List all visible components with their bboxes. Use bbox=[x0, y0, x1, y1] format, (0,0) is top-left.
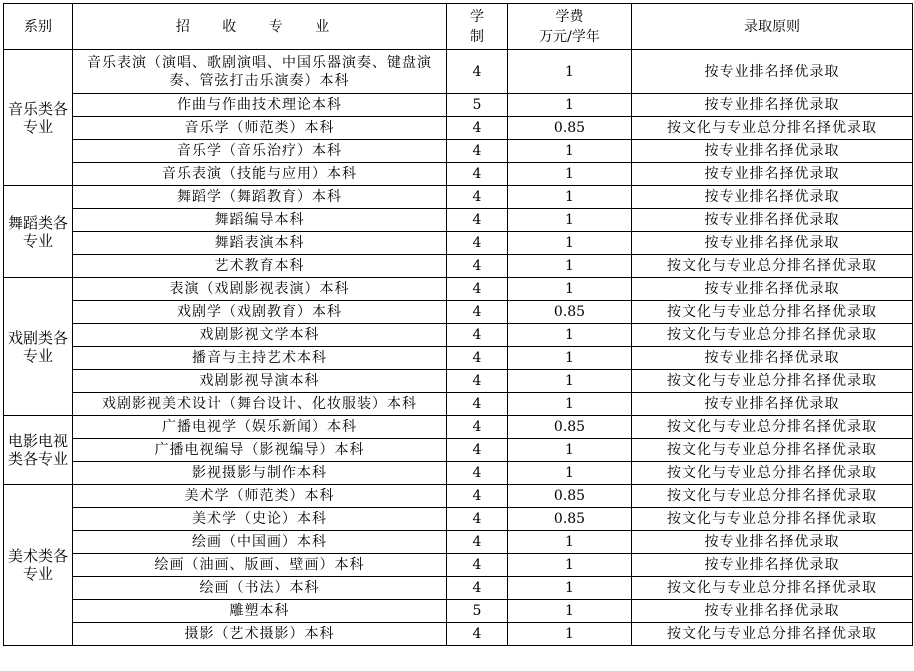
years-cell: 4 bbox=[447, 623, 508, 646]
rule-cell: 按文化与专业总分排名择优录取 bbox=[632, 117, 913, 140]
fee-cell: 1 bbox=[508, 50, 632, 94]
table-row bbox=[4, 301, 913, 324]
fee-cell: 1 bbox=[508, 577, 632, 600]
years-cell: 4 bbox=[447, 347, 508, 370]
years-cell: 4 bbox=[447, 140, 508, 163]
header-fee-line2: 万元/学年 bbox=[539, 28, 600, 45]
table-row bbox=[4, 50, 913, 94]
years-cell: 4 bbox=[447, 485, 508, 508]
rule-cell: 按专业排名择优录取 bbox=[632, 50, 913, 94]
major-cell: 雕塑本科 bbox=[73, 600, 447, 623]
rule-cell: 按文化与专业总分排名择优录取 bbox=[632, 255, 913, 278]
category-cell: 舞蹈类各专业 bbox=[4, 186, 73, 278]
years-cell: 4 bbox=[447, 439, 508, 462]
fee-cell: 1 bbox=[508, 163, 632, 186]
years-cell: 4 bbox=[447, 393, 508, 416]
years-cell: 4 bbox=[447, 462, 508, 485]
table-row bbox=[4, 324, 913, 347]
years-cell: 4 bbox=[447, 508, 508, 531]
table-header bbox=[4, 4, 913, 50]
table-body bbox=[4, 50, 913, 646]
table-row bbox=[4, 508, 913, 531]
major-cell: 艺术教育本科 bbox=[73, 255, 447, 278]
rule-cell: 按文化与专业总分排名择优录取 bbox=[632, 439, 913, 462]
header-row bbox=[4, 4, 913, 50]
rule-cell: 按专业排名择优录取 bbox=[632, 393, 913, 416]
major-cell: 影视摄影与制作本科 bbox=[73, 462, 447, 485]
major-cell: 舞蹈学（舞蹈教育）本科 bbox=[73, 186, 447, 209]
fee-cell: 1 bbox=[508, 255, 632, 278]
rule-cell: 按专业排名择优录取 bbox=[632, 140, 913, 163]
header-major: 招 收 专 业 bbox=[73, 4, 447, 50]
years-cell: 4 bbox=[447, 554, 508, 577]
header-years-text: 学制 bbox=[470, 8, 484, 45]
years-cell: 4 bbox=[447, 278, 508, 301]
category-cell: 美术类各专业 bbox=[4, 485, 73, 646]
years-cell: 4 bbox=[447, 117, 508, 140]
rule-cell: 按专业排名择优录取 bbox=[632, 554, 913, 577]
fee-cell: 1 bbox=[508, 623, 632, 646]
rule-cell: 按专业排名择优录取 bbox=[632, 232, 913, 255]
major-cell: 绘画（油画、版画、壁画）本科 bbox=[73, 554, 447, 577]
major-cell: 美术学（师范类）本科 bbox=[73, 485, 447, 508]
major-cell: 广播电视编导（影视编导）本科 bbox=[73, 439, 447, 462]
major-cell: 戏剧影视美术设计（舞台设计、化妆服装）本科 bbox=[73, 393, 447, 416]
years-cell: 4 bbox=[447, 324, 508, 347]
table-row bbox=[4, 416, 913, 439]
years-cell: 5 bbox=[447, 94, 508, 117]
rule-cell: 按文化与专业总分排名择优录取 bbox=[632, 623, 913, 646]
major-cell: 舞蹈编导本科 bbox=[73, 209, 447, 232]
major-cell: 作曲与作曲技术理论本科 bbox=[73, 94, 447, 117]
table-row bbox=[4, 209, 913, 232]
fee-cell: 1 bbox=[508, 370, 632, 393]
rule-cell: 按文化与专业总分排名择优录取 bbox=[632, 324, 913, 347]
fee-cell: 1 bbox=[508, 462, 632, 485]
fee-cell: 0.85 bbox=[508, 508, 632, 531]
years-cell: 4 bbox=[447, 163, 508, 186]
table-row bbox=[4, 623, 913, 646]
fee-cell: 1 bbox=[508, 278, 632, 301]
years-cell: 4 bbox=[447, 416, 508, 439]
table-row bbox=[4, 255, 913, 278]
years-cell: 4 bbox=[447, 255, 508, 278]
table-row bbox=[4, 577, 913, 600]
years-cell: 4 bbox=[447, 232, 508, 255]
major-cell: 戏剧影视导演本科 bbox=[73, 370, 447, 393]
fee-cell: 1 bbox=[508, 209, 632, 232]
table-row bbox=[4, 531, 913, 554]
table-row bbox=[4, 393, 913, 416]
years-cell: 4 bbox=[447, 186, 508, 209]
rule-cell: 按专业排名择优录取 bbox=[632, 347, 913, 370]
table-row bbox=[4, 140, 913, 163]
years-cell: 5 bbox=[447, 600, 508, 623]
rule-cell: 按专业排名择优录取 bbox=[632, 209, 913, 232]
fee-cell: 1 bbox=[508, 439, 632, 462]
major-cell: 绘画（中国画）本科 bbox=[73, 531, 447, 554]
rule-cell: 按专业排名择优录取 bbox=[632, 600, 913, 623]
major-cell: 播音与主持艺术本科 bbox=[73, 347, 447, 370]
rule-cell: 按文化与专业总分排名择优录取 bbox=[632, 577, 913, 600]
rule-cell: 按文化与专业总分排名择优录取 bbox=[632, 462, 913, 485]
fee-cell: 1 bbox=[508, 186, 632, 209]
years-cell: 4 bbox=[447, 301, 508, 324]
years-cell: 4 bbox=[447, 209, 508, 232]
fee-cell: 1 bbox=[508, 393, 632, 416]
years-cell: 4 bbox=[447, 577, 508, 600]
fee-cell: 1 bbox=[508, 554, 632, 577]
table-row bbox=[4, 232, 913, 255]
fee-cell: 0.85 bbox=[508, 301, 632, 324]
major-cell: 舞蹈表演本科 bbox=[73, 232, 447, 255]
rule-cell: 按专业排名择优录取 bbox=[632, 163, 913, 186]
fee-cell: 0.85 bbox=[508, 485, 632, 508]
major-cell: 摄影（艺术摄影）本科 bbox=[73, 623, 447, 646]
years-cell: 4 bbox=[447, 370, 508, 393]
major-cell: 戏剧影视文学本科 bbox=[73, 324, 447, 347]
major-cell: 表演（戏剧影视表演）本科 bbox=[73, 278, 447, 301]
admission-table bbox=[3, 3, 913, 646]
category-cell: 戏剧类各专业 bbox=[4, 278, 73, 416]
major-cell: 广播电视学（娱乐新闻）本科 bbox=[73, 416, 447, 439]
table-row bbox=[4, 347, 913, 370]
fee-cell: 1 bbox=[508, 232, 632, 255]
fee-cell: 1 bbox=[508, 600, 632, 623]
table-row bbox=[4, 554, 913, 577]
major-cell: 绘画（书法）本科 bbox=[73, 577, 447, 600]
rule-cell: 按专业排名择优录取 bbox=[632, 186, 913, 209]
rule-cell: 按专业排名择优录取 bbox=[632, 278, 913, 301]
rule-cell: 按文化与专业总分排名择优录取 bbox=[632, 416, 913, 439]
table-row bbox=[4, 186, 913, 209]
major-cell: 音乐学（师范类）本科 bbox=[73, 117, 447, 140]
table-row bbox=[4, 600, 913, 623]
header-fee-line1: 学费 bbox=[555, 8, 584, 25]
rule-cell: 按专业排名择优录取 bbox=[632, 94, 913, 117]
fee-cell: 1 bbox=[508, 347, 632, 370]
rule-cell: 按文化与专业总分排名择优录取 bbox=[632, 508, 913, 531]
header-dept: 系别 bbox=[4, 4, 73, 50]
table-row bbox=[4, 485, 913, 508]
header-rule: 录取原则 bbox=[632, 4, 913, 50]
fee-cell: 1 bbox=[508, 531, 632, 554]
major-cell: 音乐表演（演唱、歌剧演唱、中国乐器演奏、键盘演奏、管弦打击乐演奏）本科 bbox=[73, 50, 447, 94]
table-row bbox=[4, 370, 913, 393]
fee-cell: 1 bbox=[508, 140, 632, 163]
fee-cell: 1 bbox=[508, 324, 632, 347]
table-row bbox=[4, 462, 913, 485]
years-cell: 4 bbox=[447, 50, 508, 94]
rule-cell: 按专业排名择优录取 bbox=[632, 531, 913, 554]
category-cell: 电影电视类各专业 bbox=[4, 416, 73, 485]
table-row bbox=[4, 117, 913, 140]
rule-cell: 按文化与专业总分排名择优录取 bbox=[632, 485, 913, 508]
table-row bbox=[4, 94, 913, 117]
table-row bbox=[4, 439, 913, 462]
fee-cell: 0.85 bbox=[508, 416, 632, 439]
rule-cell: 按文化与专业总分排名择优录取 bbox=[632, 301, 913, 324]
major-cell: 音乐表演（技能与应用）本科 bbox=[73, 163, 447, 186]
category-cell: 音乐类各专业 bbox=[4, 50, 73, 186]
fee-cell: 0.85 bbox=[508, 117, 632, 140]
table-row bbox=[4, 278, 913, 301]
major-cell: 美术学（史论）本科 bbox=[73, 508, 447, 531]
header-years bbox=[447, 4, 508, 50]
major-cell: 戏剧学（戏剧教育）本科 bbox=[73, 301, 447, 324]
table-row bbox=[4, 163, 913, 186]
rule-cell: 按文化与专业总分排名择优录取 bbox=[632, 370, 913, 393]
years-cell: 4 bbox=[447, 531, 508, 554]
fee-cell: 1 bbox=[508, 94, 632, 117]
header-fee bbox=[508, 4, 632, 50]
major-cell: 音乐学（音乐治疗）本科 bbox=[73, 140, 447, 163]
